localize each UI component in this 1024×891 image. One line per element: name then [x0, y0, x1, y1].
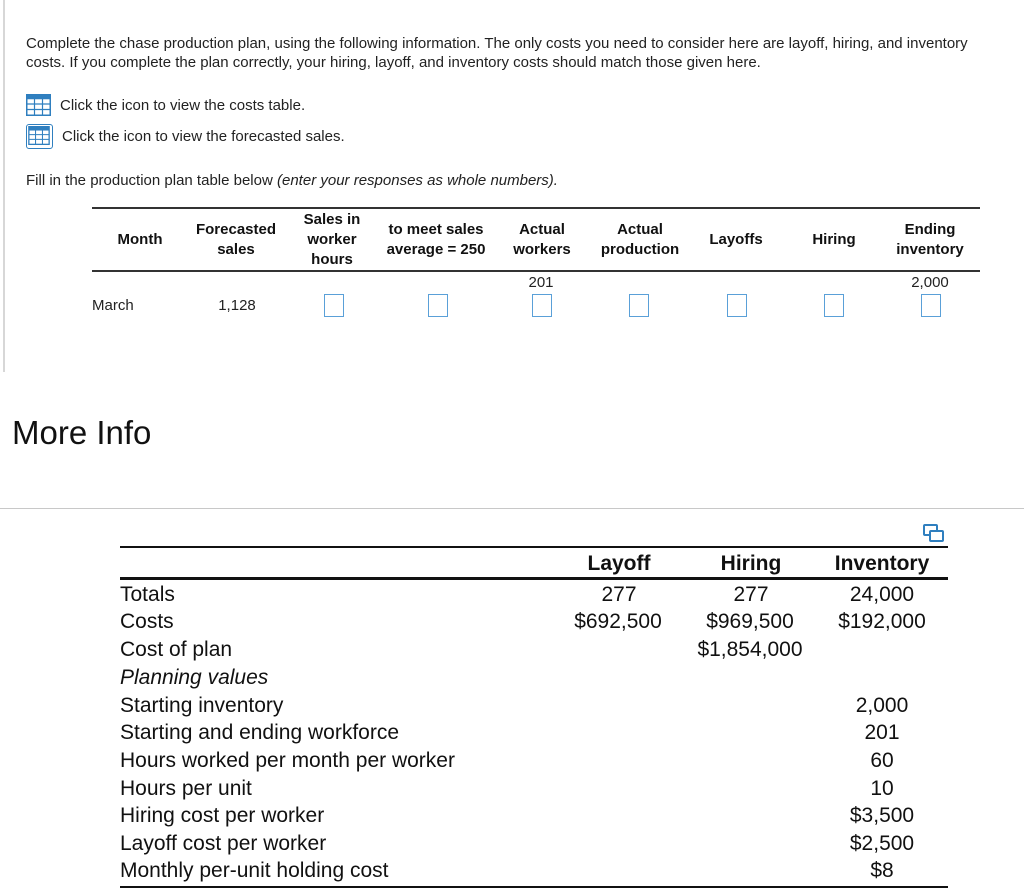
header-ending-inventory: Ending inventory [896, 220, 964, 258]
table-icon[interactable] [26, 94, 51, 116]
actual-production-input[interactable] [629, 294, 649, 317]
header-hiring: Hiring [812, 230, 856, 248]
costs-layoff: $692,500 [574, 610, 662, 633]
header-to-meet-sales-average: to meet sales average = 250 [386, 220, 486, 258]
costs-table-link-text[interactable]: Click the icon to view the costs table. [60, 96, 306, 114]
costs-label: Costs [120, 610, 174, 633]
header-forecasted-sales: Forecasted sales [195, 220, 277, 258]
planning-row-value: 60 [870, 749, 894, 772]
hiring-input[interactable] [824, 294, 844, 317]
costs-header-layoff: Layoff [587, 552, 651, 575]
costs-header-hiring: Hiring [720, 552, 782, 575]
planning-row-label: Hours per unit [120, 777, 252, 800]
initial-actual-workers: 201 [528, 274, 554, 291]
costs-hiring: $969,500 [706, 610, 794, 633]
row-forecasted-sales: 1,128 [218, 297, 256, 314]
totals-layoff: 277 [601, 583, 637, 606]
planning-row-label: Monthly per-unit holding cost [120, 859, 389, 882]
more-info-title: More Info [12, 414, 152, 451]
problem-intro: Complete the chase production plan, using the following information. The only costs you need to consider here are layoff, hiring, and inventory costs. If you complete the plan correctly, your hiring, layoff, and inventory costs should match those given here. [26, 35, 968, 71]
header-month: Month [117, 230, 163, 248]
instructions-lead: Fill in the production plan table below [26, 172, 277, 189]
planning-row-value: 201 [864, 721, 900, 744]
costs-inventory: $192,000 [838, 610, 926, 633]
costs-header-rule [120, 577, 948, 580]
totals-hiring: 277 [733, 583, 769, 606]
cost-of-plan-value: $1,854,000 [697, 638, 803, 661]
forecasted-sales-link-text[interactable]: Click the icon to view the forecasted sales. [62, 128, 345, 145]
initial-ending-inventory: 2,000 [911, 274, 949, 291]
ending-inventory-input[interactable] [921, 294, 941, 317]
costs-top-rule [120, 546, 948, 548]
panel-divider [3, 0, 5, 372]
costs-header-inventory: Inventory [834, 552, 930, 575]
costs-bottom-rule [120, 886, 948, 888]
planning-row-value: $2,500 [849, 832, 915, 855]
costs-table-link[interactable] [26, 94, 305, 116]
header-actual-workers: Actual workers [513, 220, 571, 258]
actual-workers-input[interactable] [532, 294, 552, 317]
totals-inventory: 24,000 [849, 583, 915, 606]
planning-row-value: $8 [870, 859, 894, 882]
planning-values-label: Planning values [120, 666, 269, 689]
instructions [26, 172, 558, 189]
problem-panel [0, 0, 1024, 372]
planning-row-value: 2,000 [855, 694, 909, 717]
header-sales-in-worker-hours: Sales in worker hours [303, 210, 361, 268]
table-header-rule [92, 270, 980, 272]
planning-row-label: Hiring cost per worker [120, 804, 325, 827]
table-icon[interactable] [26, 124, 53, 149]
header-actual-production: Actual production [600, 220, 680, 258]
layoffs-input[interactable] [727, 294, 747, 317]
sales-in-worker-hours-input[interactable] [324, 294, 344, 317]
instructions-hint: (enter your responses as whole numbers). [277, 172, 558, 189]
to-meet-sales-average-input[interactable] [428, 294, 448, 317]
forecasted-sales-link[interactable] [26, 124, 345, 149]
cost-of-plan-label: Cost of plan [120, 638, 233, 661]
planning-row-label: Layoff cost per worker [120, 832, 327, 855]
header-layoffs: Layoffs [709, 230, 763, 248]
row-month: March [92, 297, 134, 314]
planning-row-label: Hours worked per month per worker [120, 749, 455, 772]
planning-row-label: Starting and ending workforce [120, 721, 399, 744]
copy-icon[interactable] [923, 524, 945, 544]
planning-row-label: Starting inventory [120, 694, 284, 717]
totals-label: Totals [120, 583, 175, 606]
planning-row-value: $3,500 [849, 804, 915, 827]
planning-row-value: 10 [870, 777, 894, 800]
dialog-separator [0, 508, 1024, 509]
